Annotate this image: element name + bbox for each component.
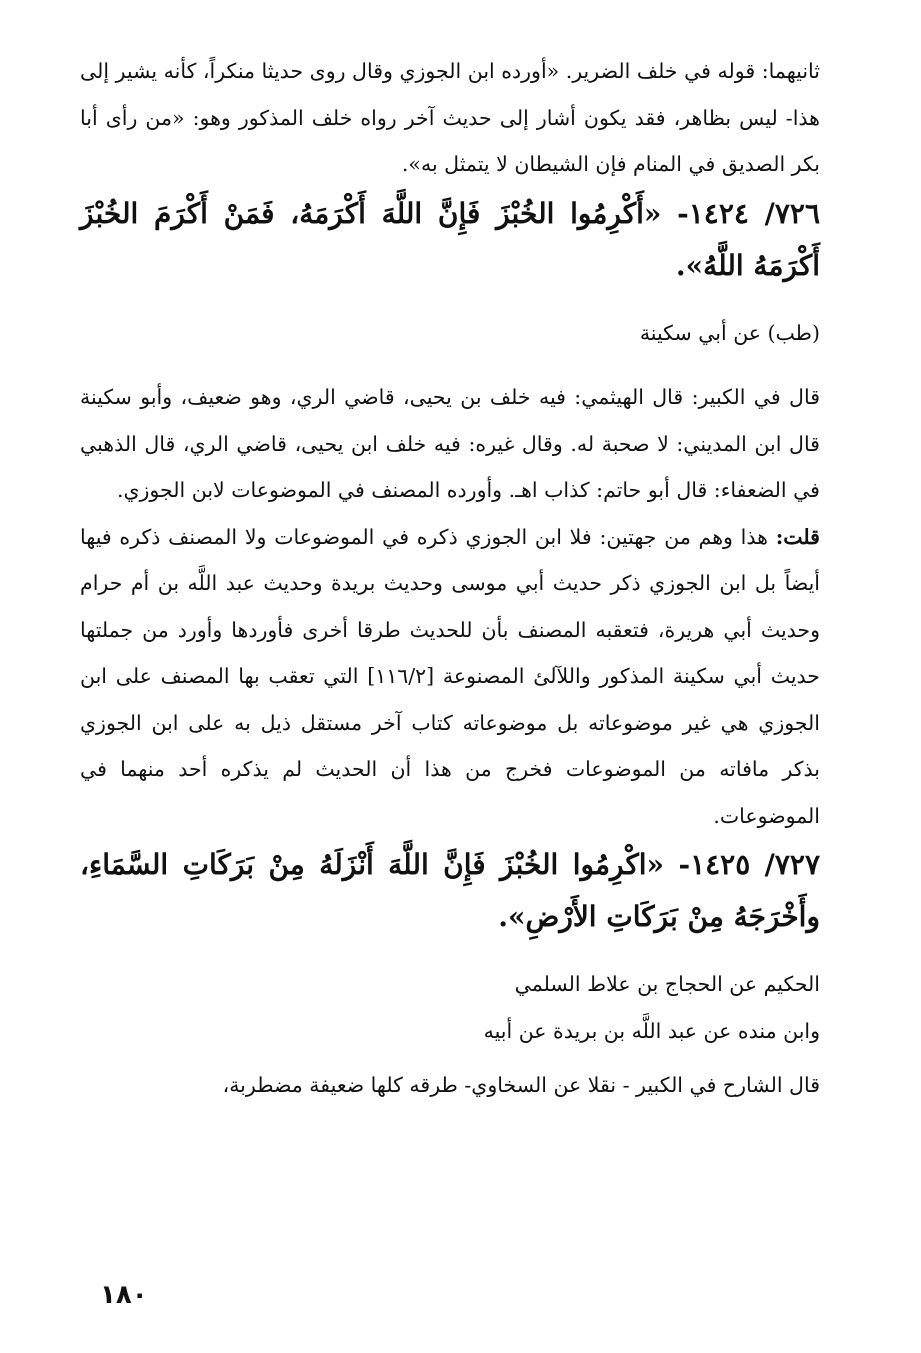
paragraph-commentary-3-body: هذا وهم من جهتين: فلا ابن الجوزي ذكره في الموضوعات ولا المصنف ذكره فيها أيضاً بل ابن الجوزي ذكر حديث أبي موسى وحديث بريدة وحديث عبد اللَّه بن أم حرام وحديث أبي هريرة، فتعقبه المصنف بأن للحديث طرقا أخرى فأوردها وأورد من جملتها حديث أبي سكينة المذكور واللآلئ المصنوعة [١١٦/٢] التي تعقب بها المصنف على ابن الجوزي هي غير موضوعاته بل موضوعاته كتاب آخر مستقل ذيل به على ابن الجوزي بذكر مافاته من الموضوعات فخرج من هذا أن الحديث لم يذكره أحد منهما في الموضوعات. [80,524,820,828]
spacer [80,356,820,374]
hadith-727-source-2: وابن منده عن عبد اللَّه بن بريدة عن أبيه [483,1018,820,1043]
hadith-726: ٧٢٦/ ١٤٢٤- «أَكْرِمُوا الخُبْزَ فَإِنَّ اللَّهَ أَكْرَمَهُ، فَمَنْ أَكْرَمَ الخُبْزَ أَكْرَمَهُ اللَّهُ». [80,196,820,282]
hadith-727-source-1: الحكيم عن الحجاج بن علاط السلمي [514,972,820,996]
paragraph-commentary-4: قال الشارح في الكبير - نقلا عن السخاوي- طرقه كلها ضعيفة مضطربة، [222,1073,820,1097]
paragraph-commentary-1: ثانيهما: قوله في خلف الضرير. «أورده ابن الجوزي وقال روى حديثا منكراً، كأنه يشير إلى هذا- ليس بظاهر، فقد يكون أشار إلى حديث آخر رواه خلف المذكور وهو: «من رأى أبا بكر الصديق في المنام فإن الشيطان لا يتمثل به». [80,59,820,176]
paragraph-commentary-2: قال في الكبير: قال الهيثمي: فيه خلف بن يحيى، قاضي الري، وهو ضعيف، وأبو سكينة قال ابن المديني: لا صحبة له. وقال غيره: فيه خلف ابن يحيى، قاضي الري، قال الذهبي في الضعفاء: قال أبو حاتم: كذاب اهـ. وأورده المصنف في الموضوعات لابن الجوزي. [80,385,820,502]
paragraph-commentary-3 [80,514,820,840]
page-content [80,48,820,1109]
page-number: ١٨٠ [100,1280,148,1310]
hadith-727: ٧٢٧/ ١٤٢٥- «اكْرِمُوا الخُبْزَ فَإِنَّ اللَّهَ أَنْزَلَهُ مِنْ بَرَكَاتِ السَّمَاءِ، وأَخْرَجَهُ مِنْ بَرَكَاتِ الأَرْضِ». [80,848,820,933]
spacer [80,1054,820,1062]
spacer [80,943,820,961]
spacer [80,292,820,310]
qultu-label: قلت: [775,524,820,549]
hadith-726-source: (طب) عن أبي سكينة [639,320,820,345]
